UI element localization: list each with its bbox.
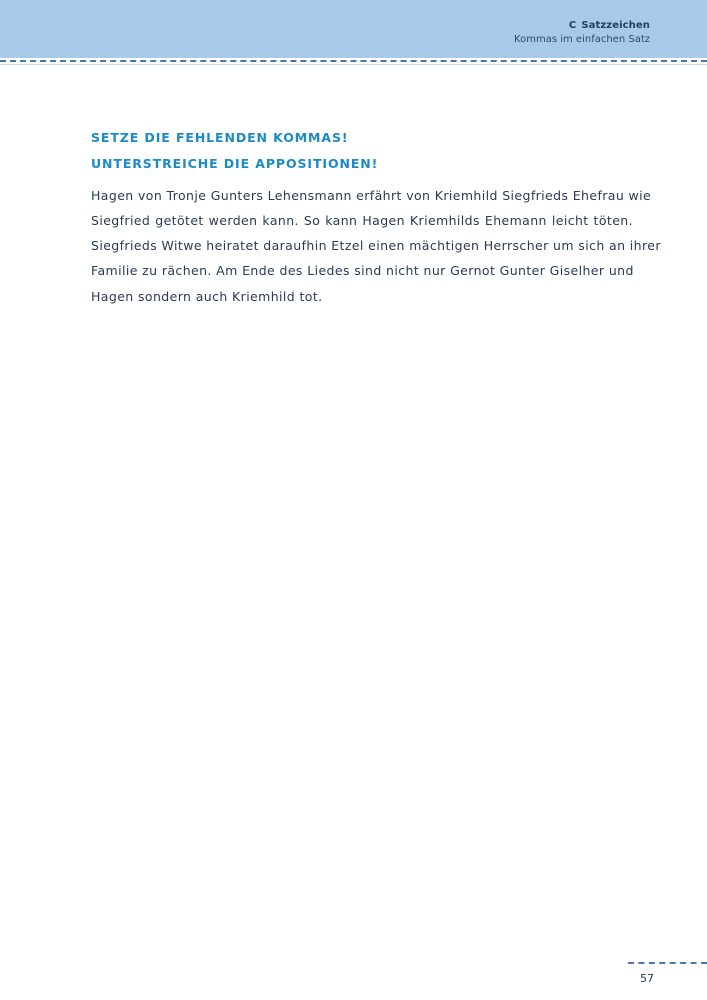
footer-dashed-rule [628, 962, 707, 964]
chapter-title [569, 20, 650, 31]
chapter-letter: C [568, 20, 577, 31]
header-divider [0, 64, 707, 65]
header-band [0, 0, 707, 58]
exercise-text-line: Hagen sondern auch Kriemhild tot. [91, 289, 323, 304]
page-number: 57 [640, 972, 654, 985]
chapter-name: Satzzeichen [581, 20, 650, 31]
instruction-appositions: UNTERSTREICHE DIE APPOSITIONEN! [91, 156, 379, 171]
exercise-text-line: Siegfrieds Witwe heiratet daraufhin Etzel einen mächtigen Herrscher um sich an ihrer [91, 238, 661, 253]
section-subtitle: Kommas im einfachen Satz [514, 34, 650, 45]
header-dashed-rule [0, 60, 707, 62]
exercise-text-line: Familie zu rächen. Am Ende des Liedes sind nicht nur Gernot Gunter Giselher und [91, 263, 634, 278]
exercise-text-line: Siegfried getötet werden kann. So kann Hagen Kriemhilds Ehemann leicht töten. [91, 213, 633, 228]
instruction-commas: SETZE DIE FEHLENDEN KOMMAS! [91, 130, 349, 145]
exercise-text-line: Hagen von Tronje Gunters Lehensmann erfährt von Kriemhild Siegfrieds Ehefrau wie [91, 188, 652, 203]
